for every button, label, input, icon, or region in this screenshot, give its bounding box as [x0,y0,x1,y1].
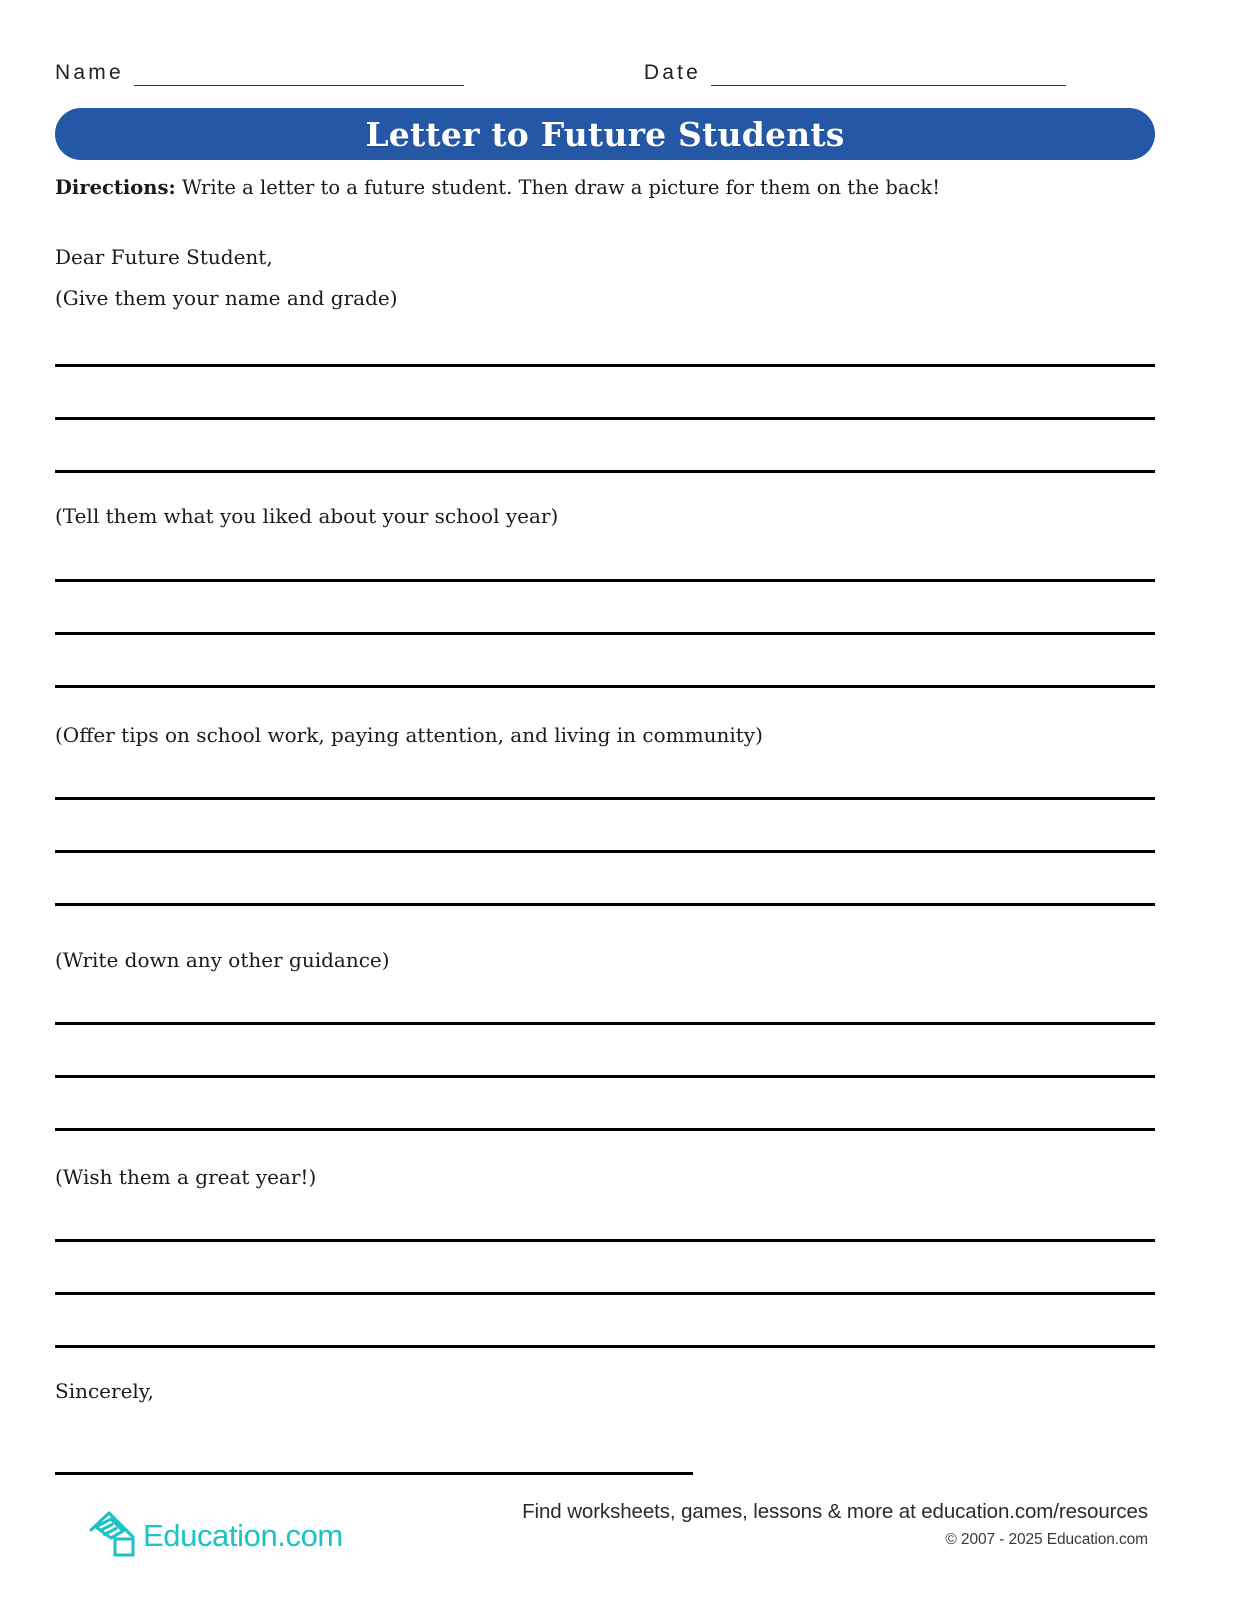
write-line[interactable] [55,417,1155,420]
letter-salutation: Dear Future Student, [55,245,273,270]
name-input-rule[interactable] [134,85,464,86]
date-field[interactable] [644,62,1066,86]
footer-tagline: Find worksheets, games, lessons & more at education.com/resources [522,1500,1148,1523]
write-line[interactable] [55,470,1155,473]
logo-wordmark: Education.com [143,1517,343,1553]
write-line[interactable] [55,850,1155,853]
footer-copyright: © 2007 - 2025 Education.com [945,1531,1148,1548]
write-line[interactable] [55,1022,1155,1025]
prompt-4: (Write down any other guidance) [55,948,390,972]
write-line[interactable] [55,364,1155,367]
directions-label: Directions: [55,176,176,199]
write-line[interactable] [55,903,1155,906]
write-line[interactable] [55,579,1155,582]
write-line[interactable] [55,685,1155,688]
write-line[interactable] [55,1128,1155,1131]
write-line[interactable] [55,797,1155,800]
write-line[interactable] [55,632,1155,635]
signature-line[interactable] [55,1472,693,1475]
footer-text-block [0,1500,1148,1553]
worksheet-body [55,176,1155,1403]
directions [55,176,1155,200]
prompt-2: (Tell them what you liked about your school year) [55,504,559,528]
directions-text: Write a letter to a future student. Then draw a picture for them on the back! [181,176,941,199]
prompt-1: (Give them your name and grade) [55,286,398,310]
page-title: Letter to Future Students [365,114,845,154]
letter-closing: Sincerely, [55,1379,154,1403]
date-label: Date [643,61,701,84]
footer [0,1490,1237,1600]
name-field[interactable] [55,62,464,86]
name-label: Name [55,61,124,84]
prompt-5: (Wish them a great year!) [55,1165,317,1189]
prompt-3: (Offer tips on school work, paying attention, and living in community) [55,723,763,747]
date-input-rule[interactable] [711,85,1066,86]
write-line[interactable] [55,1292,1155,1295]
write-line[interactable] [55,1239,1155,1242]
name-date-row [55,52,1155,86]
write-line[interactable] [55,1345,1155,1348]
write-line[interactable] [55,1075,1155,1078]
title-banner [55,108,1155,160]
